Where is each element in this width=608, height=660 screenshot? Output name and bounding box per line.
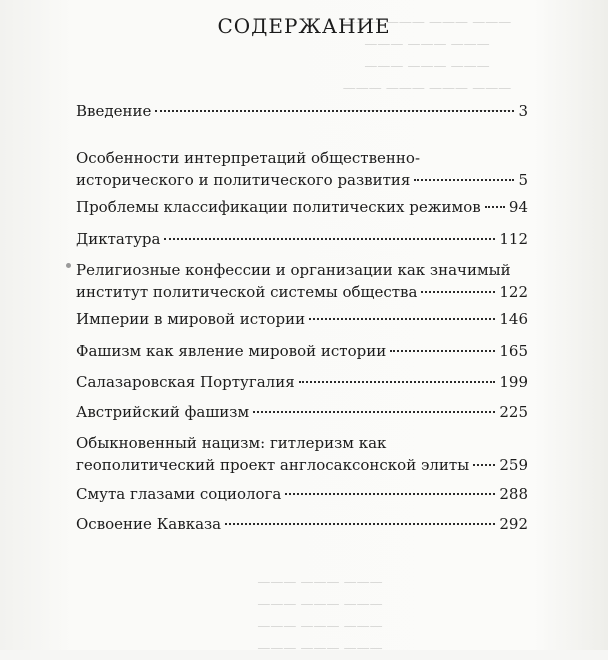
dot-leader bbox=[309, 318, 495, 320]
toc-entry-page: 165 bbox=[499, 342, 528, 360]
toc-entry-title-line: геополитический проект англосаксонской элиты bbox=[76, 456, 470, 474]
toc-entry bbox=[76, 100, 528, 122]
toc-entry bbox=[76, 228, 528, 250]
toc-entry bbox=[76, 401, 528, 423]
toc-entry-page: 5 bbox=[518, 171, 528, 189]
toc-entry bbox=[76, 483, 528, 505]
toc-entry-title: Австрийский фашизм bbox=[76, 403, 250, 421]
toc-entry-page: 3 bbox=[518, 102, 528, 120]
dot-leader bbox=[225, 523, 495, 525]
toc-entry-title-line: Особенности интерпретаций общественно- bbox=[76, 149, 421, 167]
toc-entry-title-line: исторического и политического развития bbox=[76, 171, 411, 189]
dot-leader bbox=[253, 411, 495, 413]
toc-entry-title-line: Религиозные конфессии и организации как значимый bbox=[76, 261, 511, 279]
toc-entry-title: Освоение Кавказа bbox=[76, 515, 222, 533]
dot-leader bbox=[164, 238, 495, 240]
toc-entry-page: 259 bbox=[499, 456, 528, 474]
toc-entry-title: Смута глазами социолога bbox=[76, 485, 282, 503]
dot-leader bbox=[485, 206, 505, 208]
bleed-through-text-top: ——— ——— ——— ——— ——— ——— ——— ——— ——— ——— ——— ——— ——— ——— ——— ——— ——— ——— bbox=[342, 15, 512, 118]
toc-entry-title: Фашизм как явление мировой истории bbox=[76, 342, 387, 360]
toc-entry-page: 199 bbox=[499, 373, 528, 391]
toc-entry-title-line: Обыкновенный нацизм: гитлеризм как bbox=[76, 434, 387, 452]
toc-entry-title: Диктатура bbox=[76, 230, 161, 248]
toc-entry bbox=[76, 308, 528, 330]
toc-entry-title-line: институт политической системы общества bbox=[76, 283, 418, 301]
toc-entry-title: Введение bbox=[76, 102, 152, 120]
dot-leader bbox=[421, 291, 495, 293]
toc-entry-title: Проблемы классификации политических режимов bbox=[76, 198, 481, 216]
toc-entry bbox=[76, 196, 528, 218]
toc-entry bbox=[76, 259, 528, 303]
toc-entry-page: 146 bbox=[499, 310, 528, 328]
margin-mark bbox=[66, 263, 71, 268]
dot-leader bbox=[390, 350, 495, 352]
dot-leader bbox=[473, 464, 495, 466]
dot-leader bbox=[285, 493, 495, 495]
dot-leader bbox=[299, 381, 496, 383]
dot-leader bbox=[414, 179, 514, 181]
toc-entry bbox=[76, 147, 528, 191]
toc-entry bbox=[76, 432, 528, 476]
toc-entry-page: 112 bbox=[499, 230, 528, 248]
toc-entry bbox=[76, 371, 528, 393]
toc-entry-page: 94 bbox=[508, 198, 528, 216]
bleed-through-text-bottom: ——— ——— ——— ——— ——— ——— ——— ——— ——— ——— ——— ——— bbox=[257, 575, 383, 656]
dot-leader bbox=[155, 110, 514, 112]
toc-entry-page: 225 bbox=[499, 403, 528, 421]
toc-entry bbox=[76, 340, 528, 362]
toc-entry bbox=[76, 513, 528, 535]
toc-entry-title: Империи в мировой истории bbox=[76, 310, 306, 328]
toc-entry-title: Салазаровская Португалия bbox=[76, 373, 295, 391]
toc-entry-page: 288 bbox=[499, 485, 528, 503]
toc-entry-page: 122 bbox=[499, 283, 528, 301]
toc-heading: СОДЕРЖАНИЕ bbox=[217, 14, 391, 38]
toc-entry-page: 292 bbox=[499, 515, 528, 533]
